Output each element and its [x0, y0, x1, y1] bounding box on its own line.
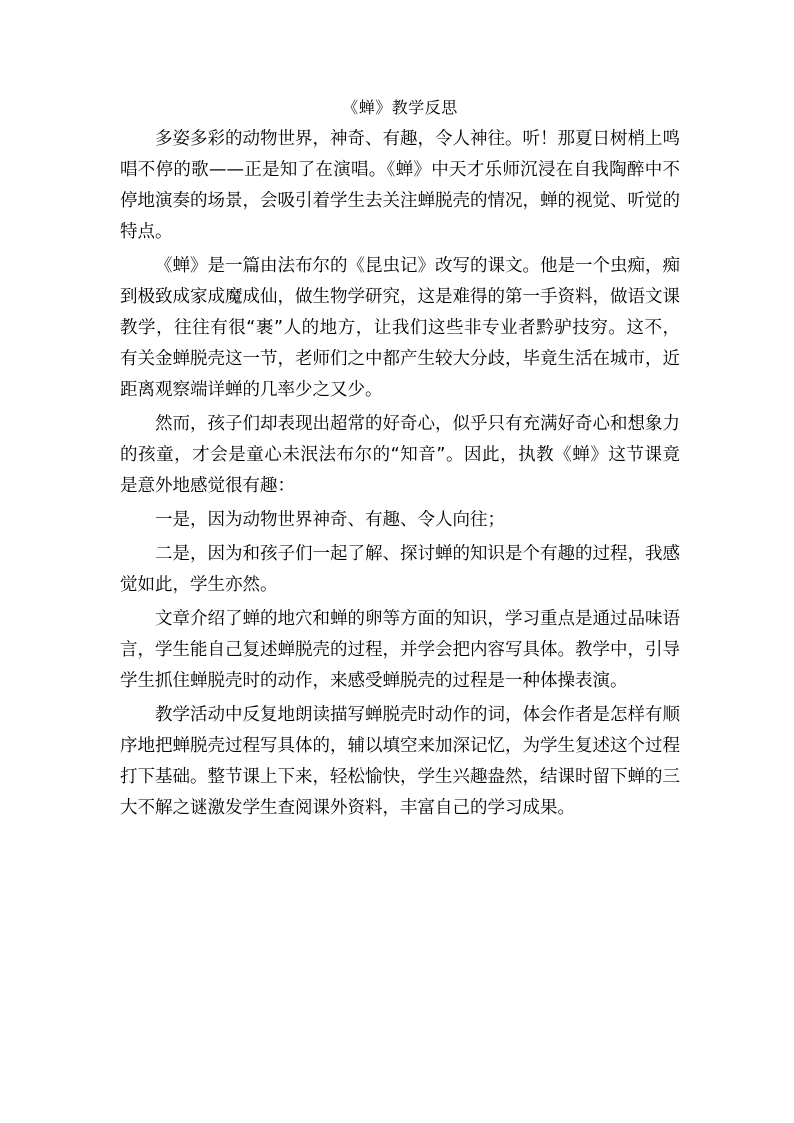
- paragraph-curiosity: 然而，孩子们却表现出超常的好奇心，似乎只有充满好奇心和想象力的孩童，才会是童心未泯法布尔的“知音”。因此，执教《蝉》这节课竟是意外地感觉很有趣：: [120, 414, 680, 496]
- paragraph-reason-two: 二是，因为和孩子们一起了解、探讨蝉的知识是个有趣的过程，我感觉如此，学生亦然。: [120, 544, 680, 595]
- paragraph-intro: 多姿多彩的动物世界，神奇、有趣，令人神往。听！那夏日树梢上鸣唱不停的歌——正是知了在演唱。《蝉》中天才乐师沉浸在自我陶醉中不停地演奏的场景，会吸引着学生去关注蝉脱壳的情况，蝉的视觉、听觉的特点。: [120, 129, 680, 242]
- document-page: [120, 98, 680, 827]
- paragraph-activities: 教学活动中反复地朗读描写蝉脱壳时动作的词，体会作者是怎样有顺序地把蝉脱壳过程写具体的，辅以填空来加深记忆，为学生复述这个过程打下基础。整节课上下来，轻松愉快，学生兴趣盎然，结课时留下蝉的三大不解之谜激发学生查阅课外资料，丰富自己的学习成果。: [120, 705, 680, 818]
- paragraph-reason-one: 一是，因为动物世界神奇、有趣、令人向往；: [155, 510, 505, 530]
- document-title: 《蝉》教学反思: [342, 98, 458, 117]
- paragraph-content: 文章介绍了蝉的地穴和蝉的卵等方面的知识，学习重点是通过品味语言，学生能自己复述蝉脱壳的过程，并学会把内容写具体。教学中，引导学生抓住蝉脱壳时的动作，来感受蝉脱壳的过程是一种体操表演。: [120, 609, 680, 691]
- paragraph-source: 《蝉》是一篇由法布尔的《昆虫记》改写的课文。他是一个虫痴，痴到极致成家成魔成仙，做生物学研究，这是难得的第一手资料，做语文课教学，往往有很“裹”人的地方，让我们这些非专业者黔驴技穷。这不，有关金蝉脱壳这一节，老师们之中都产生较大分歧，毕竟生活在城市，近距离观察端详蝉的几率少之又少。: [120, 256, 680, 400]
